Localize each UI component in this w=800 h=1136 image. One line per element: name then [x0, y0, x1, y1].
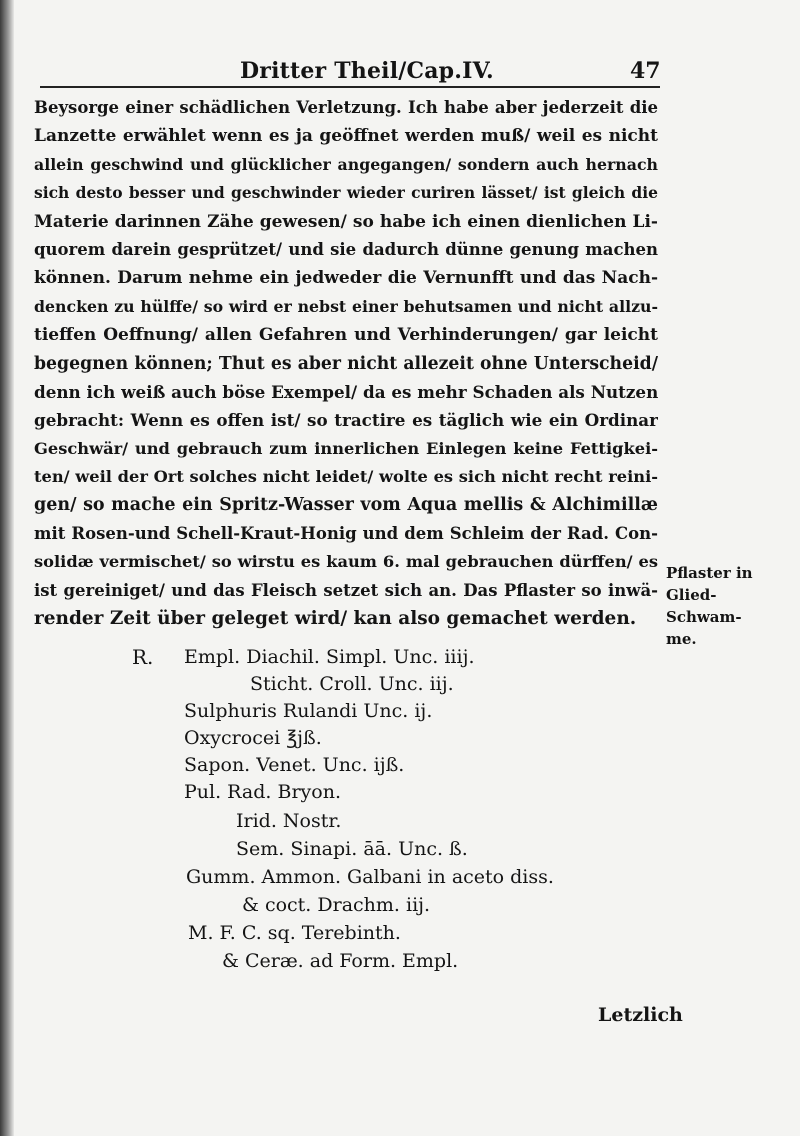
text-line: gen/ so mache ein Spritz-Wasser vom Aqua mellis & Alchimillæ	[34, 495, 658, 516]
recipe-line: M. F. C. sq. Terebinth.	[188, 922, 401, 944]
text-line: dencken zu hülffe/ so wird er nebst einer behutsamen und nicht allzu-	[34, 296, 658, 316]
text-line: sich desto besser und geschwinder wieder curiren lässet/ ist gleich die	[34, 183, 658, 203]
recipe-line: Gumm. Ammon. Galbani in aceto diss.	[186, 866, 554, 888]
text-line: können. Darum nehme ein jedweder die Vernunfft und das Nach-	[34, 268, 658, 289]
text-line: quorem darein gesprützet/ und sie dadurch dünne genung machen	[34, 239, 658, 259]
text-line: Lanzette erwählet wenn es ja geöffnet werden muß/ weil es nicht	[34, 126, 658, 147]
text-line: gebracht: Wenn es offen ist/ so tractire es täglich wie ein Ordinar	[34, 410, 658, 431]
text-line: render Zeit über geleget wird/ kan also gemachet werden.	[34, 608, 637, 630]
text-line: denn ich weiß auch böse Exempel/ da es mehr Schaden als Nutzen	[34, 381, 658, 402]
catchword: Letzlich	[598, 1004, 683, 1026]
text-line: Beysorge einer schädlichen Verletzung. Ich habe aber jederzeit die	[34, 98, 658, 117]
header-rule	[40, 86, 660, 88]
recipe-line: Pul. Rad. Bryon.	[184, 781, 341, 803]
recipe-line: Sticht. Croll. Unc. iij.	[250, 673, 454, 695]
marginal-note-line: me.	[666, 630, 697, 648]
text-line: mit Rosen-und Schell-Kraut-Honig und dem Schleim der Rad. Con-	[34, 523, 658, 543]
text-line: solidæ vermischet/ so wirstu es kaum 6. mal gebrauchen dürffen/ es	[34, 552, 658, 572]
recipe-line: & coct. Drachm. iij.	[242, 894, 431, 916]
marginal-note	[666, 562, 756, 650]
running-head: Dritter Theil/Cap.IV.	[240, 58, 494, 84]
binding-shadow	[0, 0, 14, 1136]
recipe-line: & Ceræ. ad Form. Empl.	[222, 950, 459, 972]
recipe-line: Sem. Sinapi. āā. Unc. ß.	[236, 838, 468, 860]
text-line: begegnen können; Thut es aber nicht allezeit ohne Unterscheid/	[34, 353, 658, 374]
recipe-line: Empl. Diachil. Simpl. Unc. iiij.	[184, 646, 475, 668]
text-line: Materie darinnen Zähe gewesen/ so habe ich einen dienlichen Li-	[34, 211, 658, 232]
text-line: ten/ weil der Ort solches nicht leidet/ wolte es sich nicht recht reini-	[34, 467, 658, 487]
page-header	[40, 52, 660, 92]
recipe-line: Sulphuris Rulandi Unc. ij.	[184, 700, 433, 722]
recipe-symbol: R.	[132, 645, 154, 669]
text-line: allein geschwind und glücklicher angegangen/ sondern auch hernach	[34, 154, 658, 174]
recipe-line: Sapon. Venet. Unc. ijß.	[184, 754, 405, 776]
body-text	[34, 94, 658, 633]
recipe-line: Oxycrocei ℥jß.	[184, 727, 322, 749]
marginal-note-line: Pflaster in	[666, 564, 753, 582]
text-line: Geschwär/ und gebrauch zum innerlichen Einlegen keine Fettigkei-	[34, 438, 658, 458]
text-line: tieffen Oeffnung/ allen Gefahren und Verhinderungen/ gar leicht	[34, 325, 658, 346]
page-number: 47	[630, 58, 661, 84]
text-line: ist gereiniget/ und das Fleisch setzet sich an. Das Pflaster so inwä-	[34, 580, 658, 600]
recipe-line: Irid. Nostr.	[236, 810, 342, 832]
marginal-note-line: Glied-	[666, 586, 717, 604]
marginal-note-line: Schwam-	[666, 608, 742, 626]
